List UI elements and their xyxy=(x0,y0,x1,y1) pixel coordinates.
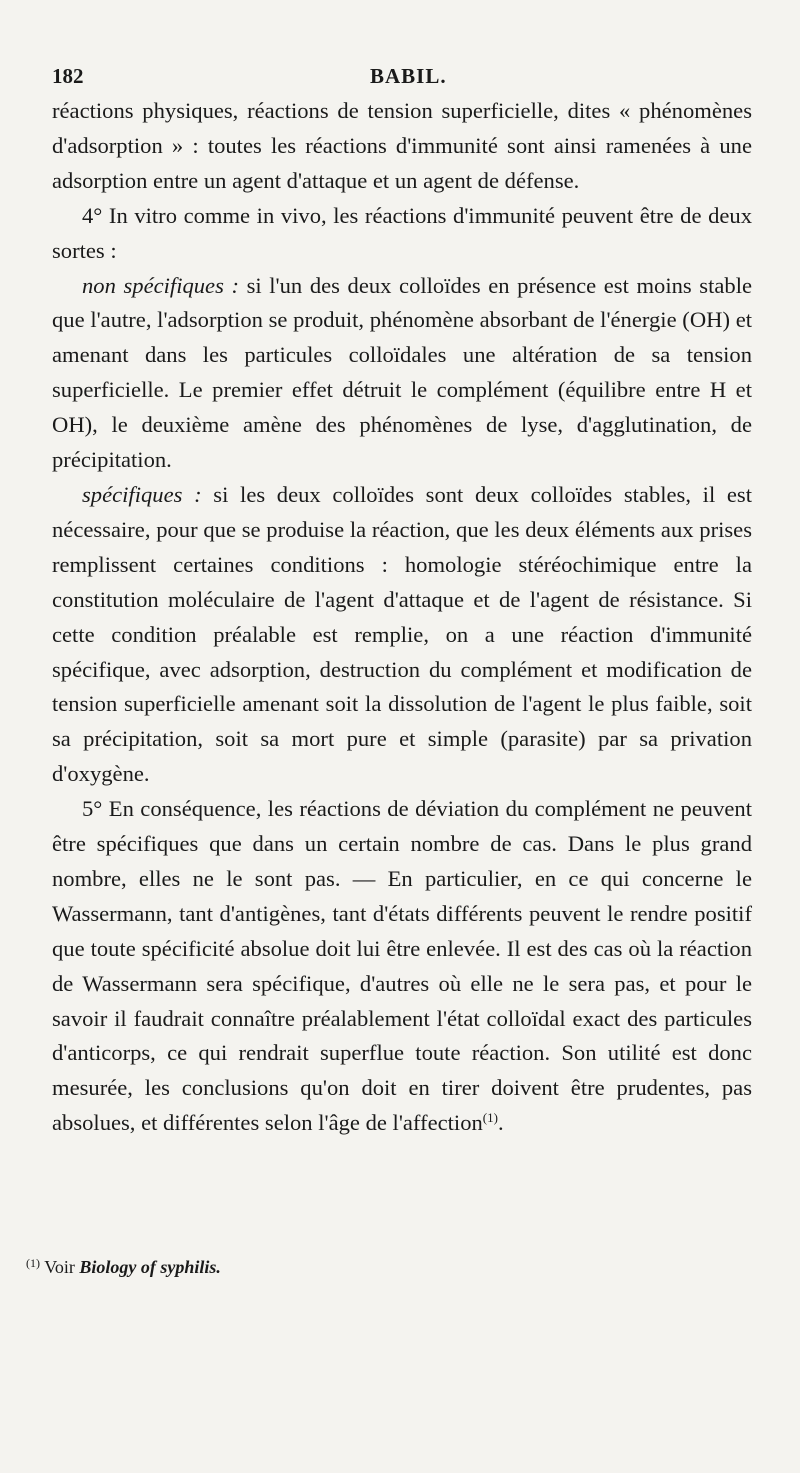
footnote-reference: (1) xyxy=(482,1110,498,1126)
body-text xyxy=(52,94,752,1141)
running-title: BABIL. xyxy=(370,64,447,88)
paragraph-5 xyxy=(52,792,752,1141)
paragraph-5-text: 5° En conséquence, les réactions de déviation du complément ne peuvent être spécifiques que dans un certain nombre de cas. Dans le plus grand nombre, elles ne le sont pas. — En particulier, en ce qui concerne le Wassermann, tant d'antigènes, tant d'états différents peuvent le rendre positif que toute spécificité absolue doit lui être enlevée. Il est des cas où la réaction de Wassermann sera spécifique, d'autres où elle ne le sera pas, et pour le savoir il faudrait connaître préalablement l'état colloïdal exact des particules d'anticorps, ce qui rendrait superflue toute réaction. Son utilité est donc mesurée, les conclusions qu'on doit en tirer doivent être prudentes, pas absolues, et différentes selon l'âge de l'affection xyxy=(52,796,752,1136)
paragraph-3-lead: non spécifiques : xyxy=(82,272,240,298)
page xyxy=(52,64,752,1141)
paragraph-4-lead: spécifiques : xyxy=(82,481,202,507)
page-number: 182 xyxy=(52,64,84,88)
paragraph-1-text: réactions physiques, réactions de tension superficielle, dites « phénomènes d'adsorption » : toutes les réactions d'immunité sont ainsi ramenées à une adsorption entre un agent d'attaque et un agent de défense. xyxy=(52,98,752,193)
paragraph-1 xyxy=(52,94,752,199)
paragraph-4-text: si les deux colloïdes sont deux colloïdes stables, il est nécessaire, pour que se produise la réaction, que les deux éléments aux prises remplissent certaines conditions : homologie stéréochimique entre la constitution moléculaire de l'agent d'attaque et de l'agent de résistance. Si cette condition préalable est remplie, on a une réaction d'immunité spécifique, avec adsorption, destruction du complément et modification de tension superficielle amenant soit la dissolution de l'agent le plus faible, soit sa précipitation, soit sa mort pure et simple (parasite) par sa privation d'oxygène. xyxy=(52,481,752,787)
footnote-title: Biology of syphilis. xyxy=(79,1257,221,1277)
paragraph-2-text: 4° In vitro comme in vivo, les réactions d'immunité peuvent être de deux sortes : xyxy=(52,202,752,263)
footnote-mark: (1) xyxy=(26,1256,40,1270)
paragraph-2 xyxy=(52,199,752,269)
paragraph-3 xyxy=(52,269,752,478)
footnote-text: Voir xyxy=(44,1257,80,1277)
paragraph-4 xyxy=(52,478,752,792)
paragraph-3-text: si l'un des deux colloïdes en présence est moins stable que l'autre, l'adsorption se produit, phénomène absorbant de l'énergie (OH) et amenant dans les particules colloïdales une altération de sa tension superficielle. Le premier effet détruit le complément (équilibre entre H et OH), le deuxième amène des phénomènes de lyse, d'agglutination, de précipitation. xyxy=(52,272,752,473)
running-head xyxy=(52,64,752,94)
footnote xyxy=(26,1256,221,1278)
paragraph-5-end: . xyxy=(497,1110,504,1136)
